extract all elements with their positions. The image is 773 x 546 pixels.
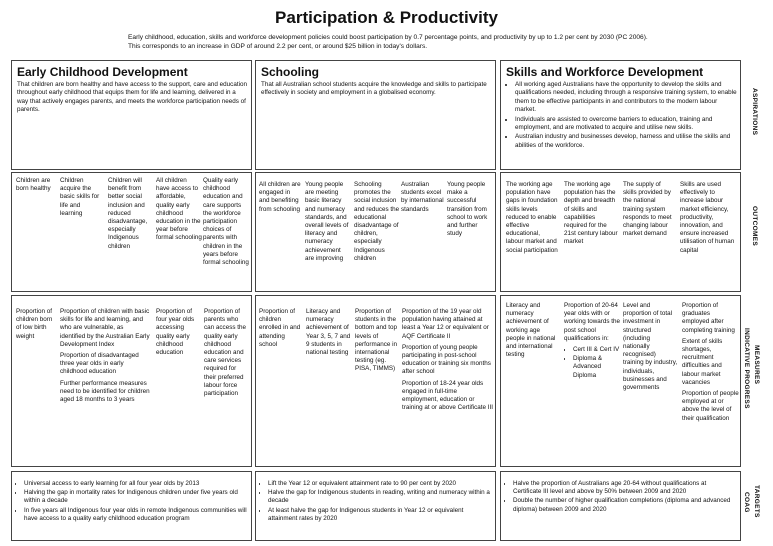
measure-item: Proportion of people employed at or above the level of their qualification (682, 390, 739, 422)
measure-item: Proportion of parents who can access the quality early childhood education and care services required for their preferred labour force participation (204, 308, 247, 398)
row-label-aspirations: ASPIRATIONS (751, 88, 758, 136)
measure-item: Proportion of 20-64 year olds with or working towards the post school qualifications in: (564, 302, 620, 342)
skills-header: Skills and Workforce Development (506, 65, 704, 79)
outcome-item: The supply of skills provided by the national training system responds to meet changing labour market demand (623, 181, 672, 238)
row-label-targets-2: TARGETS (753, 485, 760, 518)
measure-item: Level and proportion of total investment in structured (including nationally recognised) training by industry, individuals, businesses and governments (623, 302, 678, 392)
early-childhood-measures-box (11, 295, 252, 467)
row-label-measures-1: INDICATIVE PROGRESS (743, 328, 750, 409)
measure-item: Proportion of graduates employed after completing training (682, 302, 735, 334)
target-item: • Double the number of higher qualification completions (diploma and advanced diploma) between 2009 and 2020 (513, 497, 736, 513)
measure-subitem: • Cert III & Cert IV (573, 346, 620, 354)
measure-subitem: • Diploma & Advanced Diploma (573, 355, 620, 380)
outcome-item: Skills are used effectively to increase labour market efficiency, productivity, innovation, and ensure increased utilisation of human capital (680, 181, 735, 254)
measure-item: Further performance measures need to be identified for children aged 18 months to 3 years (60, 379, 150, 404)
skills-measures-box (500, 295, 741, 467)
schooling-aspiration-box (255, 60, 496, 170)
measure-item: Proportion of the 19 year old population having attained at least a Year 12 or equivalent or AQF Certificate II (402, 308, 489, 340)
target-item: • Lift the Year 12 or equivalent attainment rate to 90 per cent by 2020 (268, 480, 491, 488)
measure-item: Extent of skills shortages, recruitment difficulties and labour market vacancies (682, 337, 723, 386)
outcome-item: Children are born healthy (16, 177, 51, 193)
aspiration-item: • Australian industry and businesses develop, harness and utilise the skills and abilities of the workforce. (515, 133, 737, 150)
measure-item: Proportion of four year olds accessing quality early childhood education (156, 308, 195, 357)
measure-item: Proportion of disadvantaged three year olds in early childhood education (60, 352, 139, 376)
early-childhood-outcomes-box (11, 172, 252, 292)
target-item: • Halve the gap for Indigenous students in reading, writing and numeracy within a decade (268, 489, 491, 505)
page-title: Participation & Productivity (275, 8, 498, 27)
outcome-item: The working age population have gaps in foundation skills levels reduced to enable effective educational, labour market and social participation (506, 181, 558, 254)
early-childhood-targets-box (11, 471, 252, 541)
outcome-item: Young people make a successful transition from school to work and further study (447, 181, 488, 238)
outcome-item: The working age population has the depth and breadth of skills and capabilities required for the 21st century labour market (564, 181, 618, 246)
target-item: • In five years all Indigenous four year olds in remote Indigenous communities will have access to a quality early childhood education program (24, 507, 247, 523)
schooling-aspiration: That all Australian school students acquire the knowledge and skills to participate effectively in society and employment in a globalised economy. (261, 81, 487, 97)
outcome-item: All children are engaged in and benefiting from schooling (259, 181, 301, 213)
row-label-measures-2: MEASURES (753, 345, 760, 385)
outcome-item: Schooling promotes the social inclusion and reduces the educational disadvantage of children, especially Indigenous children (354, 181, 400, 262)
skills-outcomes-box (500, 172, 741, 292)
target-item: • Halve the proportion of Australians age 20-64 without qualifications at Certificate III level and above by 50% between 2009 and 2020 (513, 480, 736, 496)
outcome-item: Quality early childhood education and care supports the workforce participation choices of parents with children in the years before formal schooling (203, 177, 249, 267)
target-item: • Universal access to early learning for all four year olds by 2013 (24, 480, 247, 488)
measure-item: Proportion of children born of low birth weight (16, 308, 53, 340)
outcome-item: Young people are meeting basic literacy and numeracy standards, and overall levels of literacy and numeracy achievement are improving (305, 181, 349, 262)
early-childhood-header: Early Childhood Development (17, 65, 188, 79)
outcome-item: All children have access to affordable, quality early childhood education in the year before formal schooling (156, 177, 202, 242)
skills-targets-box (500, 471, 741, 541)
intro-text: Early childhood, education, skills and workforce development policies could boost participation by 0.7 percentage points, and productivity by up to 1.2 per cent by 2030 (PC 2006). This corresponds to an increase in GDP of around 2.2 per cent, or around $25 billion in today's dollars. (128, 34, 648, 50)
row-label-outcomes: OUTCOMES (751, 206, 758, 246)
outcome-item: Children acquire the basic skills for life and learning (60, 177, 100, 217)
measure-group (402, 308, 494, 415)
measure-item: Literacy and numeracy achievement of Year 3, 5, 7 and 9 students in national testing (306, 308, 351, 357)
row-label-targets-1: COAG (743, 492, 750, 513)
schooling-measures-box (255, 295, 496, 467)
target-item: • At least halve the gap for Indigenous students in Year 12 or equivalent attainment rates by 2020 (268, 507, 491, 523)
schooling-targets-box (255, 471, 496, 541)
measure-item: Proportion of children enrolled in and attending school (259, 308, 301, 348)
aspiration-item: • All working aged Australians have the opportunity to develop the skills and qualifications needed, including through a responsive training system, to enable them to be effective participants in and contributors to the modern labour market. (515, 81, 737, 115)
measure-item: Proportion of children with basic skills for life and learning, and who are vulnerable, as identified by the Australian Early Development Index (60, 308, 150, 348)
measure-item: Proportion of young people participating in post-school education or training six months after school (402, 343, 491, 376)
early-childhood-aspiration-box (11, 60, 252, 170)
skills-aspiration-box (500, 60, 741, 170)
schooling-header: Schooling (261, 65, 319, 79)
measure-group (564, 302, 620, 381)
aspiration-item: • Individuals are assisted to overcome barriers to education, training and employment, and are motivated to acquire and utilise new skills. (515, 116, 737, 133)
schooling-outcomes-box (255, 172, 496, 292)
measure-group (60, 308, 150, 407)
measure-group (682, 302, 739, 426)
measure-item: Proportion of students in the bottom and top levels of performance in international testing (eg. PISA, TIMMS) (355, 308, 398, 373)
outcome-item: Australian students excel by international standards (401, 181, 444, 213)
measure-item: Proportion of 18-24 year olds engaged in full-time employment, education or training at or above Certificate III (402, 379, 494, 412)
early-childhood-aspiration: That children are born healthy and have access to the support, care and education throughout early childhood that equips them for life and learning, delivered in a way that actively engages parents, and meets the workforce participation needs of parents. (17, 81, 247, 114)
measure-item: Literacy and numeracy achievement of working age people in national and international testing (506, 302, 556, 359)
target-item: • Halving the gap in mortality rates for Indigenous children under five years old within a decade (24, 489, 247, 505)
outcome-item: Children will benefit from better social inclusion and reduced disadvantage, especially Indigenous children (108, 177, 148, 250)
